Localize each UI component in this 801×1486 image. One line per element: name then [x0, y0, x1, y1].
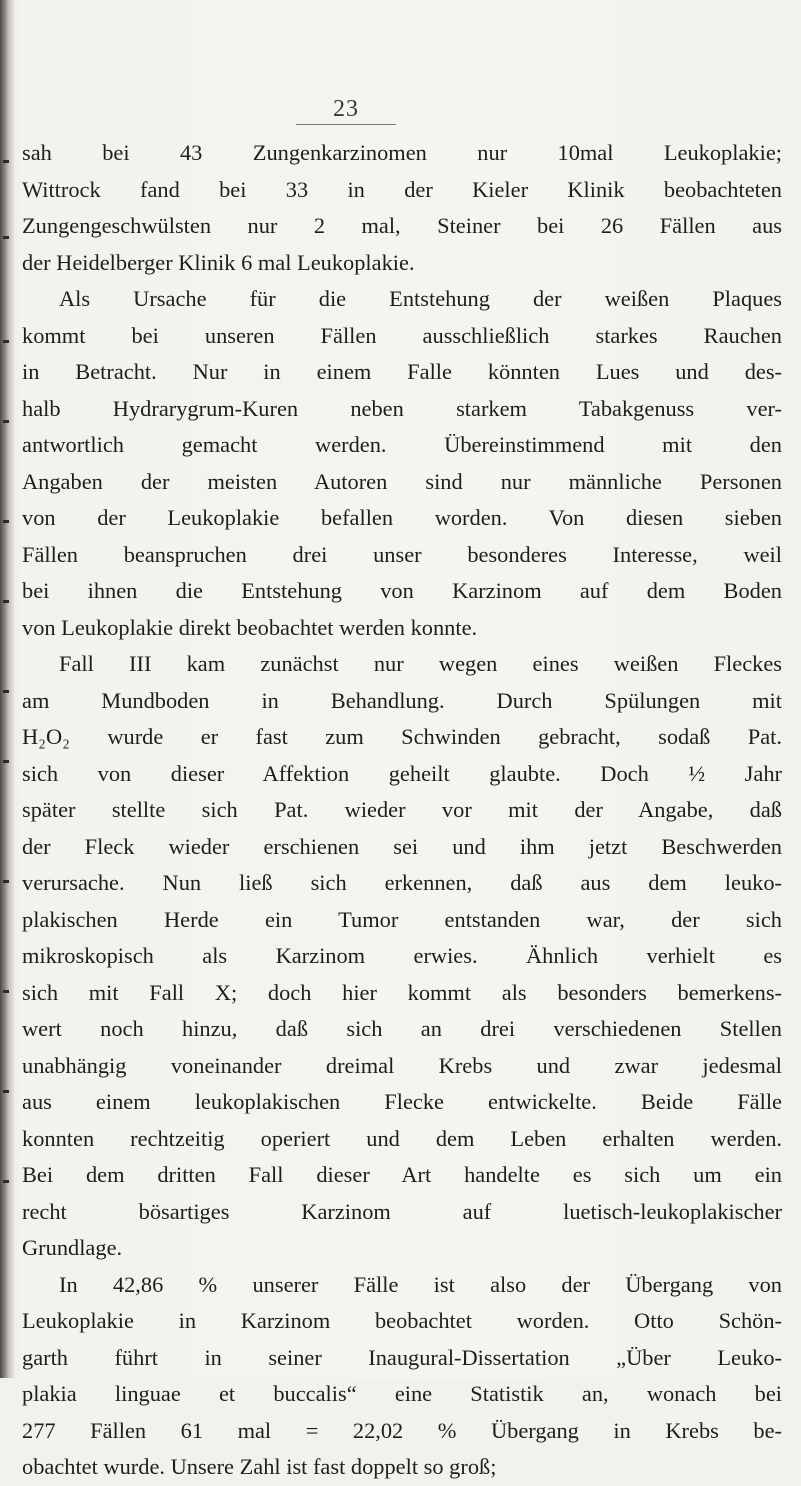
text-line: 277 Fällen 61 mal = 22,02 % Übergang in Krebs be- — [22, 1417, 782, 1443]
body-text — [22, 135, 782, 1486]
text-line: sich von dieser Affektion geheilt glaubte. Doch ½ Jahr — [22, 760, 782, 786]
gutter-mark — [3, 520, 9, 523]
text-line: Grundlage. — [22, 1235, 123, 1260]
page-number-rule — [296, 124, 396, 125]
text-line: In 42,86 % unserer Fälle ist also der Übergang von — [59, 1271, 782, 1297]
text-line: verursache. Nun ließ sich erkennen, daß aus dem leuko- — [22, 870, 782, 895]
gutter-mark — [3, 420, 9, 423]
page-number: 23 — [333, 96, 359, 122]
gutter-mark — [3, 690, 9, 693]
text-line: mikroskopisch als Karzinom erwies. Ähnlich verhielt es — [22, 943, 782, 968]
text-line: H₂O₂ wurde er fast zum Schwinden gebracht, sodaß Pat. — [22, 724, 782, 749]
text-line: recht bösartiges Karzinom auf luetisch-leukoplakischer — [22, 1198, 782, 1224]
text-line: Wittrock fand bei 33 in der Kieler Klinik beobachteten — [22, 176, 782, 202]
gutter-mark — [3, 340, 9, 343]
text-line: Fällen beanspruchen drei unser besonderes Interesse, weil — [22, 541, 782, 567]
text-line: plakia linguae et buccalis“ eine Statistik an, wonach bei — [22, 1381, 782, 1406]
text-line: am Mundboden in Behandlung. Durch Spülungen mit — [22, 687, 782, 713]
text-line: kommt bei unseren Fällen ausschließlich starkes Rauchen — [22, 322, 782, 348]
text-line: Fall III kam zunächst nur wegen eines weißen Fleckes — [59, 651, 782, 676]
gutter-mark — [3, 760, 9, 763]
text-line: wert noch hinzu, daß sich an drei verschiedenen Stellen — [22, 1016, 782, 1041]
gutter-mark — [3, 1090, 9, 1093]
text-line: Als Ursache für die Entstehung der weißen Plaques — [59, 286, 782, 311]
gutter-mark — [3, 600, 9, 603]
text-line: in Betracht. Nur in einem Falle könnten Lues und des- — [22, 359, 782, 384]
text-line: konnten rechtzeitig operiert und dem Leben erhalten werden. — [22, 1125, 782, 1151]
text-line: von der Leukoplakie befallen worden. Von diesen sieben — [22, 505, 782, 530]
gutter-mark — [3, 236, 9, 239]
text-line: obachtet wurde. Unsere Zahl ist fast doppelt so groß; — [22, 1454, 497, 1479]
text-line: bei ihnen die Entstehung von Karzinom auf dem Boden — [22, 578, 782, 603]
binding-gutter — [0, 0, 14, 1378]
text-line: sah bei 43 Zungenkarzinomen nur 10mal Leukoplakie; — [22, 140, 782, 165]
text-line: Bei dem dritten Fall dieser Art handelte es sich um ein — [22, 1162, 782, 1187]
gutter-mark — [3, 990, 9, 993]
text-line: sich mit Fall X; doch hier kommt als besonders bemerkens- — [22, 979, 782, 1005]
text-line: halb Hydrarygrum-Kuren neben starkem Tabakgenuss ver- — [22, 395, 782, 421]
text-line: antwortlich gemacht werden. Übereinstimmend mit den — [22, 432, 782, 457]
text-line: der Fleck wieder erschienen sei und ihm jetzt Beschwerden — [22, 833, 782, 859]
text-line: Angaben der meisten Autoren sind nur männliche Personen — [22, 468, 782, 494]
text-line: später stellte sich Pat. wieder vor mit der Angabe, daß — [22, 797, 782, 822]
text-line: aus einem leukoplakischen Flecke entwickelte. Beide Fälle — [22, 1089, 782, 1114]
text-line: Zungengeschwülsten nur 2 mal, Steiner bei 26 Fällen aus — [22, 213, 782, 238]
text-line: plakischen Herde ein Tumor entstanden war, der sich — [22, 906, 782, 932]
text-line: unabhängig voneinander dreimal Krebs und zwar jedesmal — [22, 1052, 782, 1078]
text-line: der Heidelberger Klinik 6 mal Leukoplakie. — [22, 249, 415, 275]
gutter-mark — [3, 880, 9, 883]
text-line: Leukoplakie in Karzinom beobachtet worden. Otto Schön- — [22, 1308, 782, 1333]
text-line: von Leukoplakie direkt beobachtet werden konnte. — [22, 614, 478, 640]
text-line: garth führt in seiner Inaugural-Dissertation „Über Leuko- — [22, 1344, 782, 1370]
gutter-mark — [3, 160, 9, 163]
gutter-mark — [3, 1180, 9, 1183]
